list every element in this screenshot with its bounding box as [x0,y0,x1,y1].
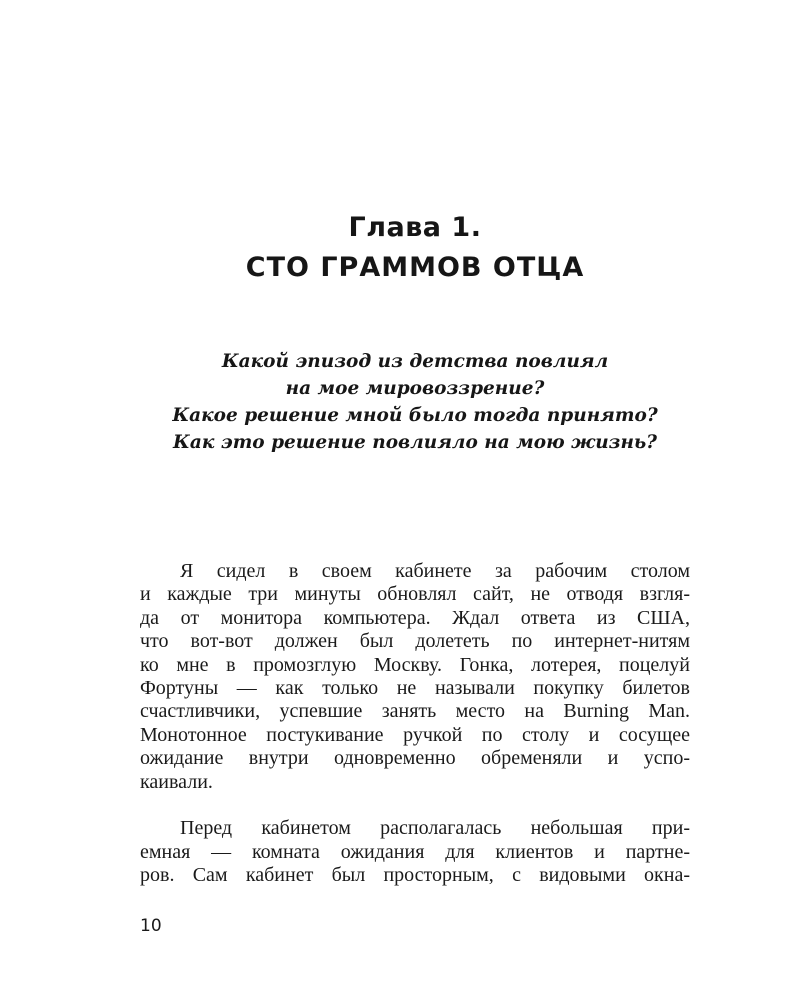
chapter-heading [0,210,800,286]
text-line: ров. Сам кабинет был просторным, с видовыми окна- [140,864,690,887]
text-line: счастливчики, успевшие занять место на Burning Man. [140,700,690,723]
paragraph [140,817,690,887]
text-line: Монотонное постукивание ручкой по столу и сосущее [140,723,690,746]
text-line: и каждые три минуты обновлял сайт, не отводя взгля- [140,583,690,606]
text-line: каивали. [140,770,213,793]
paragraph-gap [140,794,690,817]
chapter-title: СТО ГРАММОВ ОТЦА [245,252,585,283]
text-line: ожидание внутри одновременно обременяли и успо- [140,747,690,770]
text-line: да от монитора компьютера. Ждал ответа из США, [140,606,690,629]
text-line: что вот-вот должен был долететь по интернет-нитям [140,630,690,653]
text-line: Я сидел в своем кабинете за рабочим столом [180,560,690,582]
epigraph-line: Как это решение повлияло на мою жизнь? [173,432,657,453]
text-line: емная — комната ожидания для клиентов и партне- [140,840,690,863]
chapter-number: Глава 1. [348,212,482,243]
epigraph-line: Какой эпизод из детства повлиял [221,351,609,372]
epigraph-line: Какое решение мной было тогда принято? [172,405,658,426]
text-line: Перед кабинетом располагалась небольшая при- [180,817,690,840]
epigraph [0,348,800,456]
text-line: ко мне в промозглую Москву. Гонка, лотерея, поцелуй [140,653,690,676]
page-number: 10 [140,916,162,936]
epigraph-line: на мое мировоззрение? [285,378,545,399]
paragraph [140,560,690,794]
text-line: Фортуны — как только не называли покупку билетов [140,676,690,699]
body-text [140,560,690,887]
